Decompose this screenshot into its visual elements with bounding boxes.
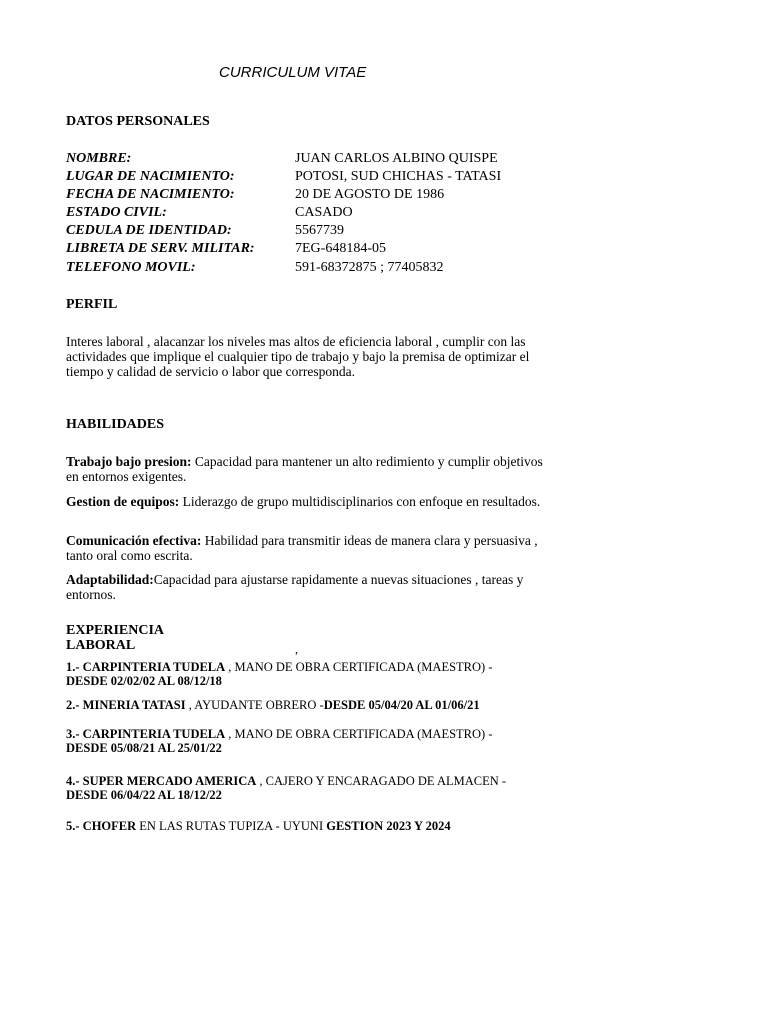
heading-line: EXPERIENCIA	[66, 623, 165, 638]
job-title: 3.- CARPINTERIA TUDELA	[66, 727, 226, 741]
job-dates: DESDE 05/08/21 AL 25/01/22	[66, 741, 222, 755]
section-heading-habilidades: HABILIDADES	[66, 417, 165, 432]
value-libreta-militar: 7EG-648184-05	[295, 241, 386, 256]
document-title: CURRICULUM VITAE	[219, 64, 367, 81]
job-entry	[66, 727, 536, 755]
job-role: EN LAS RUTAS TUPIZA - UYUNI	[136, 819, 327, 833]
value-lugar-nacimiento: POTOSI, SUD CHICHAS - TATASI	[295, 169, 502, 184]
job-entry	[66, 774, 536, 802]
skill-text: Habilidad para transmitir ideas de manera clara y persuasiva , tanto oral como escrita.	[66, 533, 538, 563]
skill-text: Capacidad para mantener un alto redimiento y cumplir objetivos en entornos exigentes.	[66, 454, 543, 484]
job-role: , CAJERO Y ENCARAGADO DE ALMACEN -	[256, 774, 507, 788]
job-entry	[66, 698, 536, 712]
section-heading-experiencia	[66, 623, 164, 653]
section-heading-perfil: PERFIL	[66, 297, 118, 312]
skill-title: Adaptabilidad:	[66, 572, 154, 587]
value-fecha-nacimiento: 20 DE AGOSTO DE 1986	[295, 187, 445, 202]
job-dates: DESDE 06/04/22 AL 18/12/22	[66, 788, 222, 802]
skill-title: Comunicación efectiva:	[66, 533, 202, 548]
skill-text: Capacidad para ajustarse rapidamente a nuevas situaciones , tareas y entornos.	[66, 572, 524, 602]
value-estado-civil: CASADO	[295, 205, 353, 220]
job-title: 2.- MINERIA TATASI	[66, 698, 186, 712]
job-entry	[66, 660, 536, 688]
label-telefono-movil: TELEFONO MOVIL:	[66, 260, 196, 275]
skill-item	[66, 454, 546, 484]
heading-line: LABORAL	[66, 638, 136, 653]
skill-item	[66, 533, 546, 563]
label-lugar-nacimiento: LUGAR DE NACIMIENTO:	[66, 169, 235, 184]
job-role: , AYUDANTE OBRERO -	[185, 698, 324, 712]
label-cedula-identidad: CEDULA DE IDENTIDAD:	[66, 223, 232, 238]
perfil-text: Interes laboral , alacanzar los niveles mas altos de eficiencia laboral , cumplir con las actividades que implique el cualquier tipo de trabajo y bajo la premisa de optimizar el tiempo y calidad de servicio o labor que corresponda.	[66, 334, 530, 379]
label-nombre: NOMBRE:	[66, 151, 132, 166]
job-role: , MANO DE OBRA CERTIFICADA (MAESTRO) -	[225, 727, 493, 741]
skill-item	[66, 572, 546, 602]
label-estado-civil: ESTADO CIVIL:	[66, 205, 167, 220]
value-telefono-movil: 591-68372875 ; 77405832	[295, 260, 444, 275]
label-libreta-militar: LIBRETA DE SERV. MILITAR:	[66, 241, 255, 256]
stray-comma: ,	[295, 642, 298, 656]
job-title: 4.- SUPER MERCADO AMERICA	[66, 774, 257, 788]
skill-text: Liderazgo de grupo multidisciplinarios con enfoque en resultados.	[179, 494, 541, 509]
value-nombre: JUAN CARLOS ALBINO QUISPE	[295, 151, 498, 166]
job-title: 1.- CARPINTERIA TUDELA	[66, 660, 226, 674]
job-dates: GESTION 2023 Y 2024	[326, 819, 451, 833]
job-role: , MANO DE OBRA CERTIFICADA (MAESTRO) -	[225, 660, 493, 674]
skill-title: Gestion de equipos:	[66, 494, 180, 509]
skill-item	[66, 494, 546, 509]
section-heading-datos-personales: DATOS PERSONALES	[66, 114, 210, 129]
value-cedula-identidad: 5567739	[295, 223, 344, 238]
job-dates: DESDE 05/04/20 AL 01/06/21	[323, 698, 480, 712]
label-fecha-nacimiento: FECHA DE NACIMIENTO:	[66, 187, 235, 202]
job-title: 5.- CHOFER	[66, 819, 137, 833]
skill-title: Trabajo bajo presion:	[66, 454, 192, 469]
job-dates: DESDE 02/02/02 AL 08/12/18	[66, 674, 222, 688]
job-entry	[66, 819, 536, 833]
